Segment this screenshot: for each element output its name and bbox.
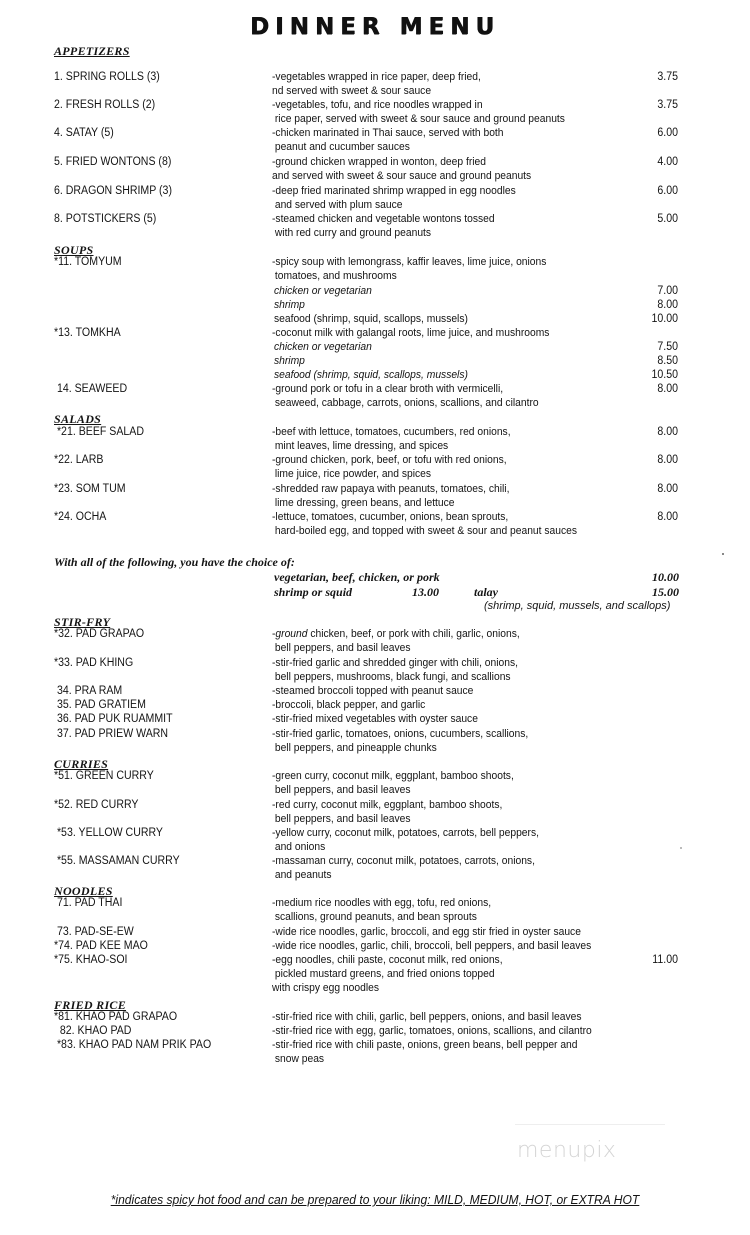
menu-item-description: -beef with lettuce, tomatoes, cucumbers, red onions, xyxy=(272,426,511,438)
menu-item-name: 36. PAD PUK RUAMMIT xyxy=(54,713,173,725)
menu-item-option-price: 7.00 xyxy=(657,285,678,297)
choice-price-talay: 15.00 xyxy=(652,585,679,599)
menu-item-description: mint leaves, lime dressing, and spices xyxy=(272,440,449,452)
menu-item-description: -stir-fried garlic and shredded ginger with chili, onions, xyxy=(272,657,518,669)
menu-item-description: -coconut milk with galangal roots, lime juice, and mushrooms xyxy=(272,327,550,339)
menu-item-option-price: 8.00 xyxy=(657,299,678,311)
menu-item-price: 6.00 xyxy=(657,127,678,139)
menu-item-name: 6. DRAGON SHRIMP (3) xyxy=(54,185,172,197)
menu-item-name: *75. KHAO-SOI xyxy=(54,954,128,966)
menu-item-description: -stir-fried mixed vegetables with oyster sauce xyxy=(272,713,478,725)
menu-item-option-price: 10.00 xyxy=(651,313,678,325)
menu-item-description: peanut and cucumber sauces xyxy=(272,141,410,153)
menu-item-name: 4. SATAY (5) xyxy=(54,127,114,139)
menu-item-description: -vegetables wrapped in rice paper, deep fried, xyxy=(272,71,481,83)
watermark-rule xyxy=(515,1124,665,1125)
menu-item-description: and served with sweet & sour sauce and ground peanuts xyxy=(272,170,532,182)
menu-item-description: and peanuts xyxy=(272,869,332,881)
scan-speck xyxy=(722,553,724,555)
menu-item-description: -stir-fried rice with chili paste, onions, green beans, bell pepper and xyxy=(272,1039,578,1051)
menu-item-description: bell peppers, and basil leaves xyxy=(272,813,411,825)
menu-item-description: -ground pork or tofu in a clear broth with vermicelli, xyxy=(272,383,504,395)
menu-item-price: 8.00 xyxy=(657,383,678,395)
menu-item-description: -ground chicken, pork, beef, or tofu with red onions, xyxy=(272,454,507,466)
menu-item-name: *51. GREEN CURRY xyxy=(54,770,154,782)
menu-item-description: -ground chicken, beef, or pork with chili, garlic, onions, xyxy=(272,628,520,640)
menu-item-option: chicken or vegetarian xyxy=(274,341,372,353)
choice-option-meat: vegetarian, beef, chicken, or pork xyxy=(274,570,440,584)
choice-heading: With all of the following, you have the choice of: xyxy=(54,555,295,569)
menu-item-name: 82. KHAO PAD xyxy=(54,1025,132,1037)
menu-item-name: *11. TOMYUM xyxy=(54,256,122,268)
menu-item-option: chicken or vegetarian xyxy=(274,285,372,297)
menu-item-name: 1. SPRING ROLLS (3) xyxy=(54,71,160,83)
menu-item-description: lime dressing, green beans, and lettuce xyxy=(272,497,455,509)
menu-item-name: *53. YELLOW CURRY xyxy=(54,827,163,839)
menu-item-name: *74. PAD KEE MAO xyxy=(54,940,148,952)
menu-item-name: *81. KHAO PAD GRAPAO xyxy=(54,1011,178,1023)
choice-option-shrimp: shrimp or squid xyxy=(274,585,353,599)
menu-item-name: 73. PAD-SE-EW xyxy=(54,926,134,938)
menu-item-name: 34. PRA RAM xyxy=(54,685,123,697)
menu-item-description: -stir-fried garlic, tomatoes, onions, cucumbers, scallions, xyxy=(272,728,529,740)
choice-option-talay: talay xyxy=(474,585,498,599)
choice-talay-note: (shrimp, squid, mussels, and scallops) xyxy=(484,600,671,612)
section-heading-salads: SALADS xyxy=(54,412,102,426)
section-heading-fried-rice: FRIED RICE xyxy=(54,998,127,1012)
menu-item-price: 5.00 xyxy=(657,213,678,225)
menu-item-option: shrimp xyxy=(274,299,305,311)
menu-item-price: 11.00 xyxy=(652,954,678,966)
menu-item-description: seaweed, cabbage, carrots, onions, scallions, and cilantro xyxy=(272,397,539,409)
menu-item-description: rice paper, served with sweet & sour sauce and ground peanuts xyxy=(272,113,565,125)
menu-item-price: 3.75 xyxy=(657,71,678,83)
menu-item-description: -wide rice noodles, garlic, broccoli, and egg stir fried in oyster sauce xyxy=(272,926,581,938)
menu-item-price: 3.75 xyxy=(657,99,678,111)
emphasis-text: ground xyxy=(275,628,308,640)
menu-item-name: *21. BEEF SALAD xyxy=(54,426,144,438)
section-heading-appetizers: APPETIZERS xyxy=(54,44,130,58)
menu-item-name: *52. RED CURRY xyxy=(54,799,139,811)
menu-item-description: with red curry and ground peanuts xyxy=(272,227,432,239)
page-title: DINNER MENU xyxy=(249,14,501,40)
menu-item-price: 8.00 xyxy=(657,511,678,523)
menu-item-description: bell peppers, and basil leaves xyxy=(272,784,411,796)
menu-item-option: seafood (shrimp, squid, scallops, mussels) xyxy=(274,313,468,325)
menu-item-name: *13. TOMKHA xyxy=(54,327,121,339)
section-heading-stir-fry: STIR-FRY xyxy=(54,615,111,629)
section-heading-curries: CURRIES xyxy=(54,757,109,771)
menu-item-description: -ground chicken wrapped in wonton, deep fried xyxy=(272,156,487,168)
menu-item-description: and onions xyxy=(272,841,326,853)
menu-item-description: with crispy egg noodles xyxy=(272,982,379,994)
choice-price-shrimp: 13.00 xyxy=(412,585,439,599)
menu-item-description: bell peppers, and pineapple chunks xyxy=(272,742,437,754)
menu-item-description: -medium rice noodles with egg, tofu, red onions, xyxy=(272,897,492,909)
menu-item-option-price: 10.50 xyxy=(651,369,678,381)
menu-item-name: 8. POTSTICKERS (5) xyxy=(54,213,157,225)
menu-item-price: 8.00 xyxy=(657,483,678,495)
menu-item-name: *33. PAD KHING xyxy=(54,657,134,669)
menu-item-description: -lettuce, tomatoes, cucumber, onions, bean sprouts, xyxy=(272,511,509,523)
menu-item-name: *23. SOM TUM xyxy=(54,483,126,495)
menu-item-description: pickled mustard greens, and fried onions topped xyxy=(272,968,495,980)
menu-item-name: *55. MASSAMAN CURRY xyxy=(54,855,180,867)
menu-item-description: -stir-fried rice with chili, garlic, bell peppers, onions, and basil leaves xyxy=(272,1011,582,1023)
menu-item-description: and served with plum sauce xyxy=(272,199,403,211)
menu-item-description: nd served with sweet & sour sauce xyxy=(272,85,432,97)
menu-item-name: 14. SEAWEED xyxy=(54,383,128,395)
menu-item-description: -wide rice noodles, garlic, chili, broccoli, bell peppers, and basil leaves xyxy=(272,940,592,952)
menu-item-description: -yellow curry, coconut milk, potatoes, carrots, bell peppers, xyxy=(272,827,539,839)
menu-item-description: -green curry, coconut milk, eggplant, bamboo shoots, xyxy=(272,770,514,782)
menu-item-description: lime juice, rice powder, and spices xyxy=(272,468,432,480)
menu-item-description: -stir-fried rice with egg, garlic, tomatoes, onions, scallions, and cilantro xyxy=(272,1025,592,1037)
menu-item-name: 2. FRESH ROLLS (2) xyxy=(54,99,156,111)
menu-item-name: *83. KHAO PAD NAM PRIK PAO xyxy=(54,1039,212,1051)
menu-item-description: snow peas xyxy=(272,1053,325,1065)
menu-item-price: 8.00 xyxy=(657,426,678,438)
menu-item-description: -steamed broccoli topped with peanut sauce xyxy=(272,685,474,697)
spicy-footnote: *indicates spicy hot food and can be prepared to your liking: MILD, MEDIUM, HOT, or EXTRA HOT xyxy=(110,1192,640,1207)
menu-item-description: hard-boiled egg, and topped with sweet & sour and peanut sauces xyxy=(272,525,577,537)
menu-item-description: -vegetables, tofu, and rice noodles wrapped in xyxy=(272,99,483,111)
menu-item-description: -egg noodles, chili paste, coconut milk, red onions, xyxy=(272,954,503,966)
choice-price-meat: 10.00 xyxy=(652,570,679,584)
menu-item-description: bell peppers, and basil leaves xyxy=(272,642,411,654)
menu-item-description: -steamed chicken and vegetable wontons tossed xyxy=(272,213,495,225)
menu-item-description: -red curry, coconut milk, eggplant, bamboo shoots, xyxy=(272,799,503,811)
menu-item-description: -chicken marinated in Thai sauce, served with both xyxy=(272,127,504,139)
menu-item-description: tomatoes, and mushrooms xyxy=(272,270,397,282)
menu-item-description: bell peppers, mushrooms, black fungi, and scallions xyxy=(272,671,511,683)
menu-item-name: *24. OCHA xyxy=(54,511,107,523)
menupix-watermark: menupix xyxy=(517,1138,617,1163)
menu-item-name: 5. FRIED WONTONS (8) xyxy=(54,156,172,168)
menu-item-option: shrimp xyxy=(274,355,305,367)
section-heading-soups: SOUPS xyxy=(54,243,94,257)
menu-item-name: *32. PAD GRAPAO xyxy=(54,628,145,640)
menu-item-name: *22. LARB xyxy=(54,454,104,466)
menu-item-name: 71. PAD THAI xyxy=(54,897,123,909)
menu-item-description: -broccoli, black pepper, and garlic xyxy=(272,699,426,711)
menu-item-option-price: 7.50 xyxy=(657,341,678,353)
menu-item-name: 37. PAD PRIEW WARN xyxy=(54,728,169,740)
menu-item-option-price: 8.50 xyxy=(657,355,678,367)
menu-item-option: seafood (shrimp, squid, scallops, mussels) xyxy=(274,369,468,381)
section-heading-noodles: NOODLES xyxy=(54,884,113,898)
menu-item-description: -spicy soup with lemongrass, kaffir leaves, lime juice, onions xyxy=(272,256,547,268)
scan-speck xyxy=(680,847,682,849)
menu-item-price: 4.00 xyxy=(657,156,678,168)
menu-item-price: 6.00 xyxy=(657,185,678,197)
menu-item-description: -deep fried marinated shrimp wrapped in egg noodles xyxy=(272,185,516,197)
menu-item-description: -shredded raw papaya with peanuts, tomatoes, chili, xyxy=(272,483,510,495)
menu-item-name: 35. PAD GRATIEM xyxy=(54,699,146,711)
menu-item-description: -massaman curry, coconut milk, potatoes, carrots, onions, xyxy=(272,855,535,867)
menu-item-price: 8.00 xyxy=(657,454,678,466)
menu-item-description: scallions, ground peanuts, and bean sprouts xyxy=(272,911,477,923)
